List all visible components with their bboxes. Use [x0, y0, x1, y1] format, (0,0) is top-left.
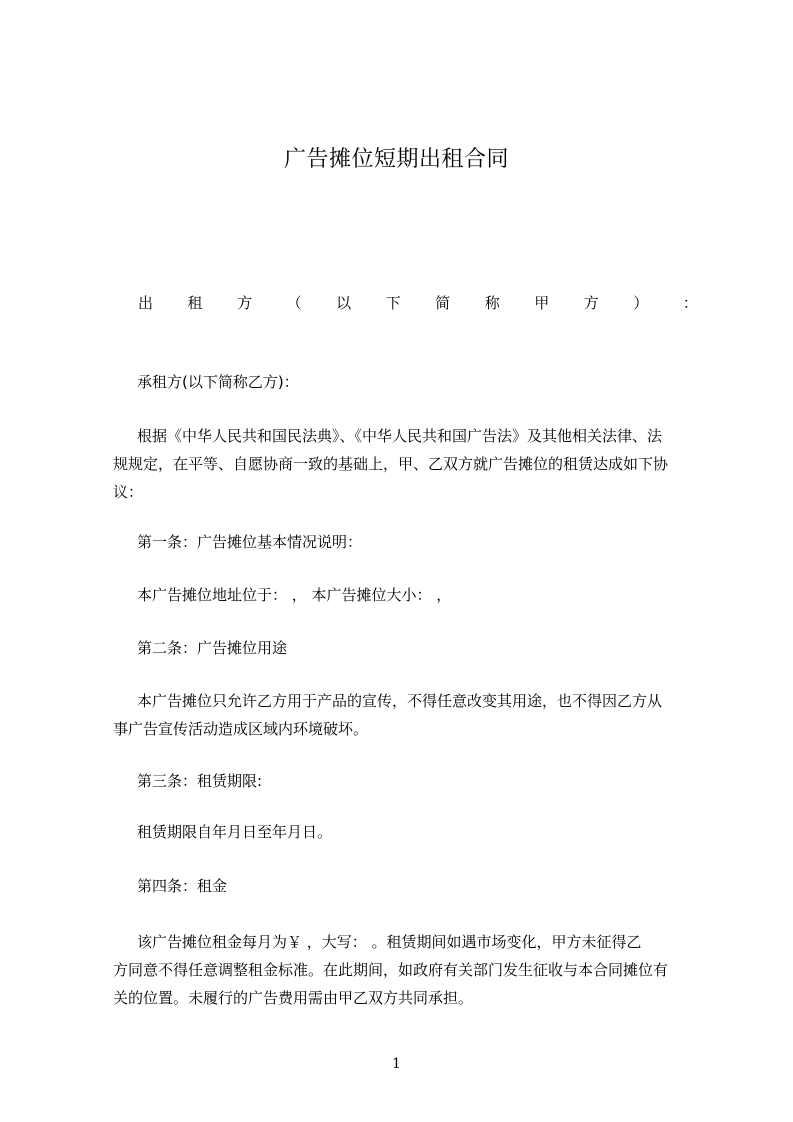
preamble-line: 根据《中华人民共和国民法典》、《中华人民共和国广告法》及其他相关法律、法	[137, 427, 663, 445]
lessor-char: 出	[138, 294, 154, 312]
lessor-char: （	[286, 294, 302, 312]
lessor-char: 简	[435, 294, 451, 312]
lessor-char: 以	[336, 294, 352, 312]
article4-heading-text: 第四条：租金	[137, 877, 228, 895]
article4-body-line: 该广告摊位租金每月为￥ ，大写： 。租赁期间如遇市场变化，甲方未征得乙	[137, 933, 642, 951]
lessor-char: 称	[484, 294, 500, 312]
preamble-paragraph	[113, 422, 705, 506]
article2-body-line: 本广告摊位只允许乙方用于产品的宣传，不得任意改变其用途，也不得因乙方从	[137, 692, 663, 710]
lessor-line	[138, 292, 698, 313]
article4-body-line: 方同意不得任意调整租金标准。在此期间，如政府有关部门发生征收与本合同摊位有	[113, 961, 669, 979]
article1-body-text: 本广告摊位地址位于： ， 本广告摊位大小： ，	[137, 586, 452, 604]
article4-body	[113, 928, 705, 1012]
article4-body-line: 关的位置。未履行的广告费用需由甲乙双方共同承担。	[113, 989, 474, 1007]
lessor-char: ：	[682, 294, 698, 312]
page-number: 1	[392, 1056, 401, 1072]
article4-heading	[113, 872, 705, 900]
article1-heading-text: 第一条：广告摊位基本情况说明：	[137, 533, 363, 551]
article1-heading	[113, 528, 705, 556]
article3-heading	[113, 767, 705, 795]
lessor-char: 甲	[534, 294, 550, 312]
lessee-line	[113, 368, 705, 396]
article2-heading	[113, 634, 705, 662]
article3-body	[113, 818, 705, 846]
lessor-char: 方	[583, 294, 599, 312]
document-title: 广告摊位短期出租合同	[283, 147, 509, 172]
lessee-text: 承租方(以下简称乙方)：	[137, 373, 299, 391]
preamble-line: 规规定，在平等、自愿协商一致的基础上，甲、乙双方就广告摊位的租赁达成如下协	[113, 455, 669, 473]
lessor-char: 租	[187, 294, 203, 312]
article3-heading-text: 第三条：租赁期限:	[137, 772, 263, 790]
lessor-char: 下	[385, 294, 401, 312]
lessor-char: 方	[237, 294, 253, 312]
article2-body	[113, 687, 705, 743]
lessor-char: ）	[633, 294, 649, 312]
article1-body	[113, 581, 705, 609]
preamble-line: 议：	[113, 483, 144, 501]
article2-heading-text: 第二条：广告摊位用途	[137, 639, 288, 657]
article3-body-text: 租赁期限自年月日至年月日。	[137, 823, 333, 841]
article2-body-line: 事广告宣传活动造成区域内环境破坏。	[113, 720, 369, 738]
